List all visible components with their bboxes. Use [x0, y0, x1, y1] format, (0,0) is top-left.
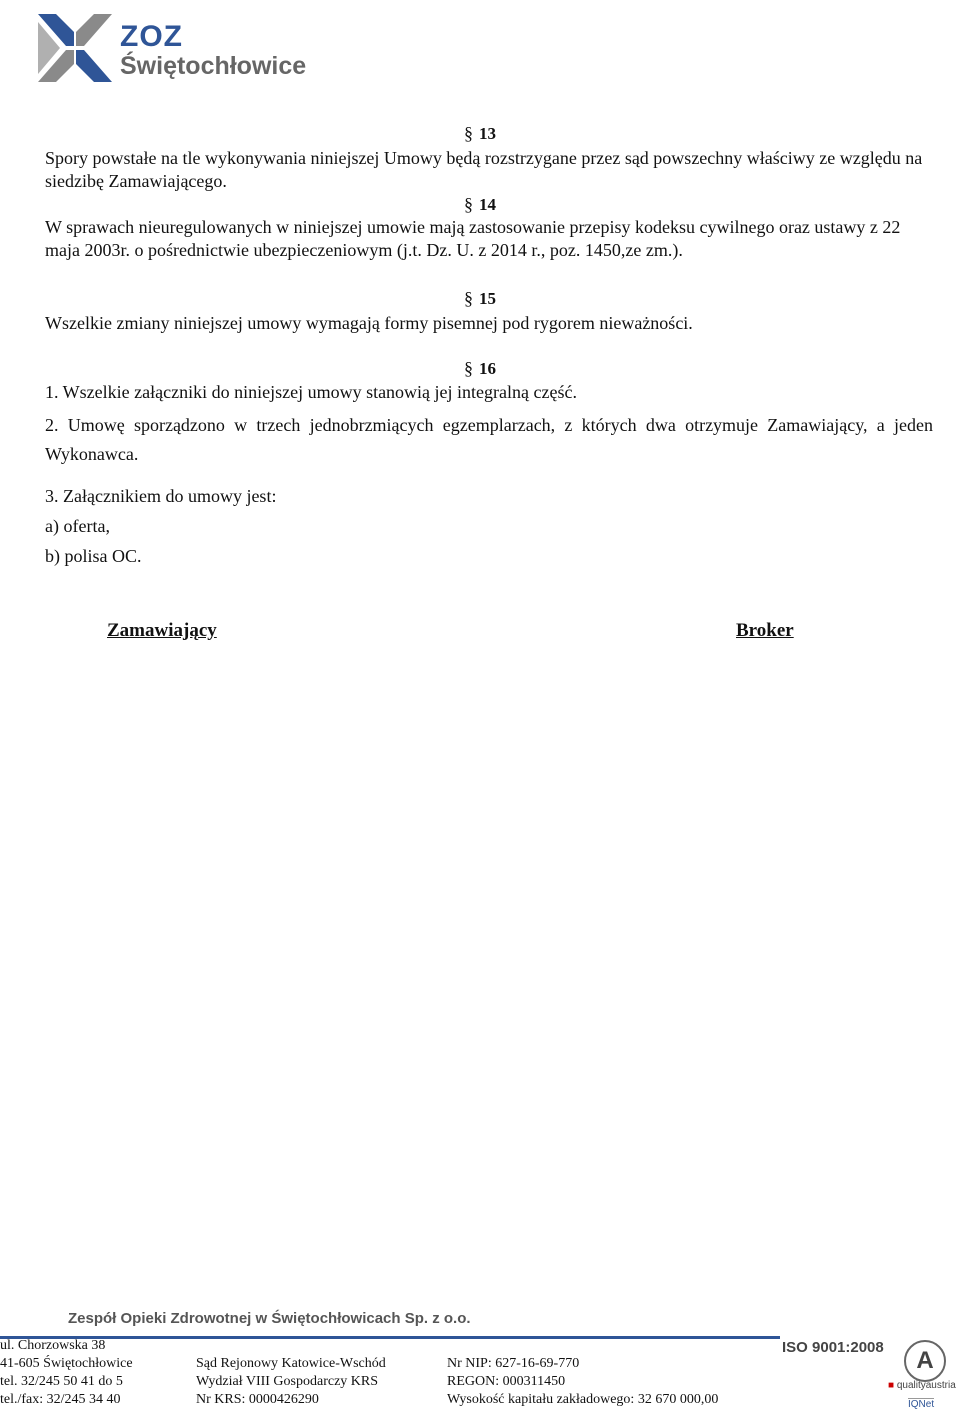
section-16-item-2: 2. Umowę sporządzono w trzech jednobrzmiących egzemplarzach, z których dwa otrzymuje Zamawiający, a jeden Wykonawca. [45, 415, 933, 464]
footer-line: tel. 32/245 50 41 do 5 [0, 1374, 123, 1389]
section-number: 15 [479, 289, 496, 308]
attachment-item-b: b) polisa OC. [45, 546, 142, 566]
iqnet-logo: IQNet [908, 1399, 935, 1410]
section-symbol: § [464, 123, 473, 143]
logo-subtitle: Świętochłowice [120, 52, 307, 80]
footer-court [196, 1355, 386, 1409]
footer-line: 41-605 Świętochłowice [0, 1356, 133, 1371]
attachment-item-a: a) oferta, [45, 516, 110, 536]
footer-line: Wydział VIII Gospodarczy KRS [196, 1374, 379, 1389]
footer-line: Nr NIP: 627-16-69-770 [447, 1356, 580, 1371]
section-14-text: W sprawach nieuregulowanych w niniejszej umowie mają zastosowanie przepisy kodeksu cywilnego oraz ustawy z 22 maja 2003r. o pośrednictwie ubezpieczeniowym (j.t. Dz. U. z 2014 r., poz. 1450,ze zm.). [45, 217, 901, 260]
footer-line: Wysokość kapitału zakładowego: 32 670 000,00 [447, 1392, 719, 1407]
quality-austria-logo: ■ qualityaustria [888, 1380, 956, 1391]
footer-line: Sąd Rejonowy Katowice-Wschód [196, 1356, 386, 1371]
footer-address [0, 1337, 133, 1409]
iso-certification: ISO 9001:2008 [782, 1339, 884, 1356]
signature-label-client: Zamawiający [107, 620, 217, 641]
section-symbol: § [464, 194, 473, 214]
footer-line: Nr KRS: 0000426290 [196, 1392, 319, 1407]
section-number: 13 [479, 124, 496, 143]
section-heading-13 [0, 123, 960, 144]
section-heading-15 [0, 288, 960, 309]
footer-line: ul. Chorzowska 38 [0, 1338, 106, 1353]
section-16-item-1: 1. Wszelkie załączniki do niniejszej umowy stanowią jej integralną część. [45, 382, 577, 402]
signature-label-broker: Broker [736, 620, 794, 641]
certification-seal-icon: A [904, 1340, 946, 1382]
company-logo [36, 12, 316, 86]
section-symbol: § [464, 288, 473, 308]
section-15-text: Wszelkie zmiany niniejszej umowy wymagają formy pisemnej pod rygorem nieważności. [45, 313, 693, 333]
section-symbol: § [464, 358, 473, 378]
footer-company-name: Zespół Opieki Zdrowotnej w Świętochłowicach Sp. z o.o. [68, 1310, 471, 1327]
section-13-text: Spory powstałe na tle wykonywania niniejszej Umowy będą rozstrzygane przez sąd powszechny właściwy ze względu na siedzibę Zamawiającego. [45, 148, 923, 191]
section-heading-14 [0, 194, 960, 215]
section-number: 16 [479, 359, 496, 378]
section-heading-16 [0, 358, 960, 379]
footer-registry [447, 1355, 718, 1409]
footer-line: REGON: 000311450 [447, 1374, 566, 1389]
section-number: 14 [479, 195, 496, 214]
logo-title: ZOZ [120, 20, 183, 53]
section-16-item-3: 3. Załącznikiem do umowy jest: [45, 486, 277, 506]
logo-mark-icon [36, 12, 114, 84]
footer-line: tel./fax: 32/245 34 40 [0, 1392, 121, 1407]
